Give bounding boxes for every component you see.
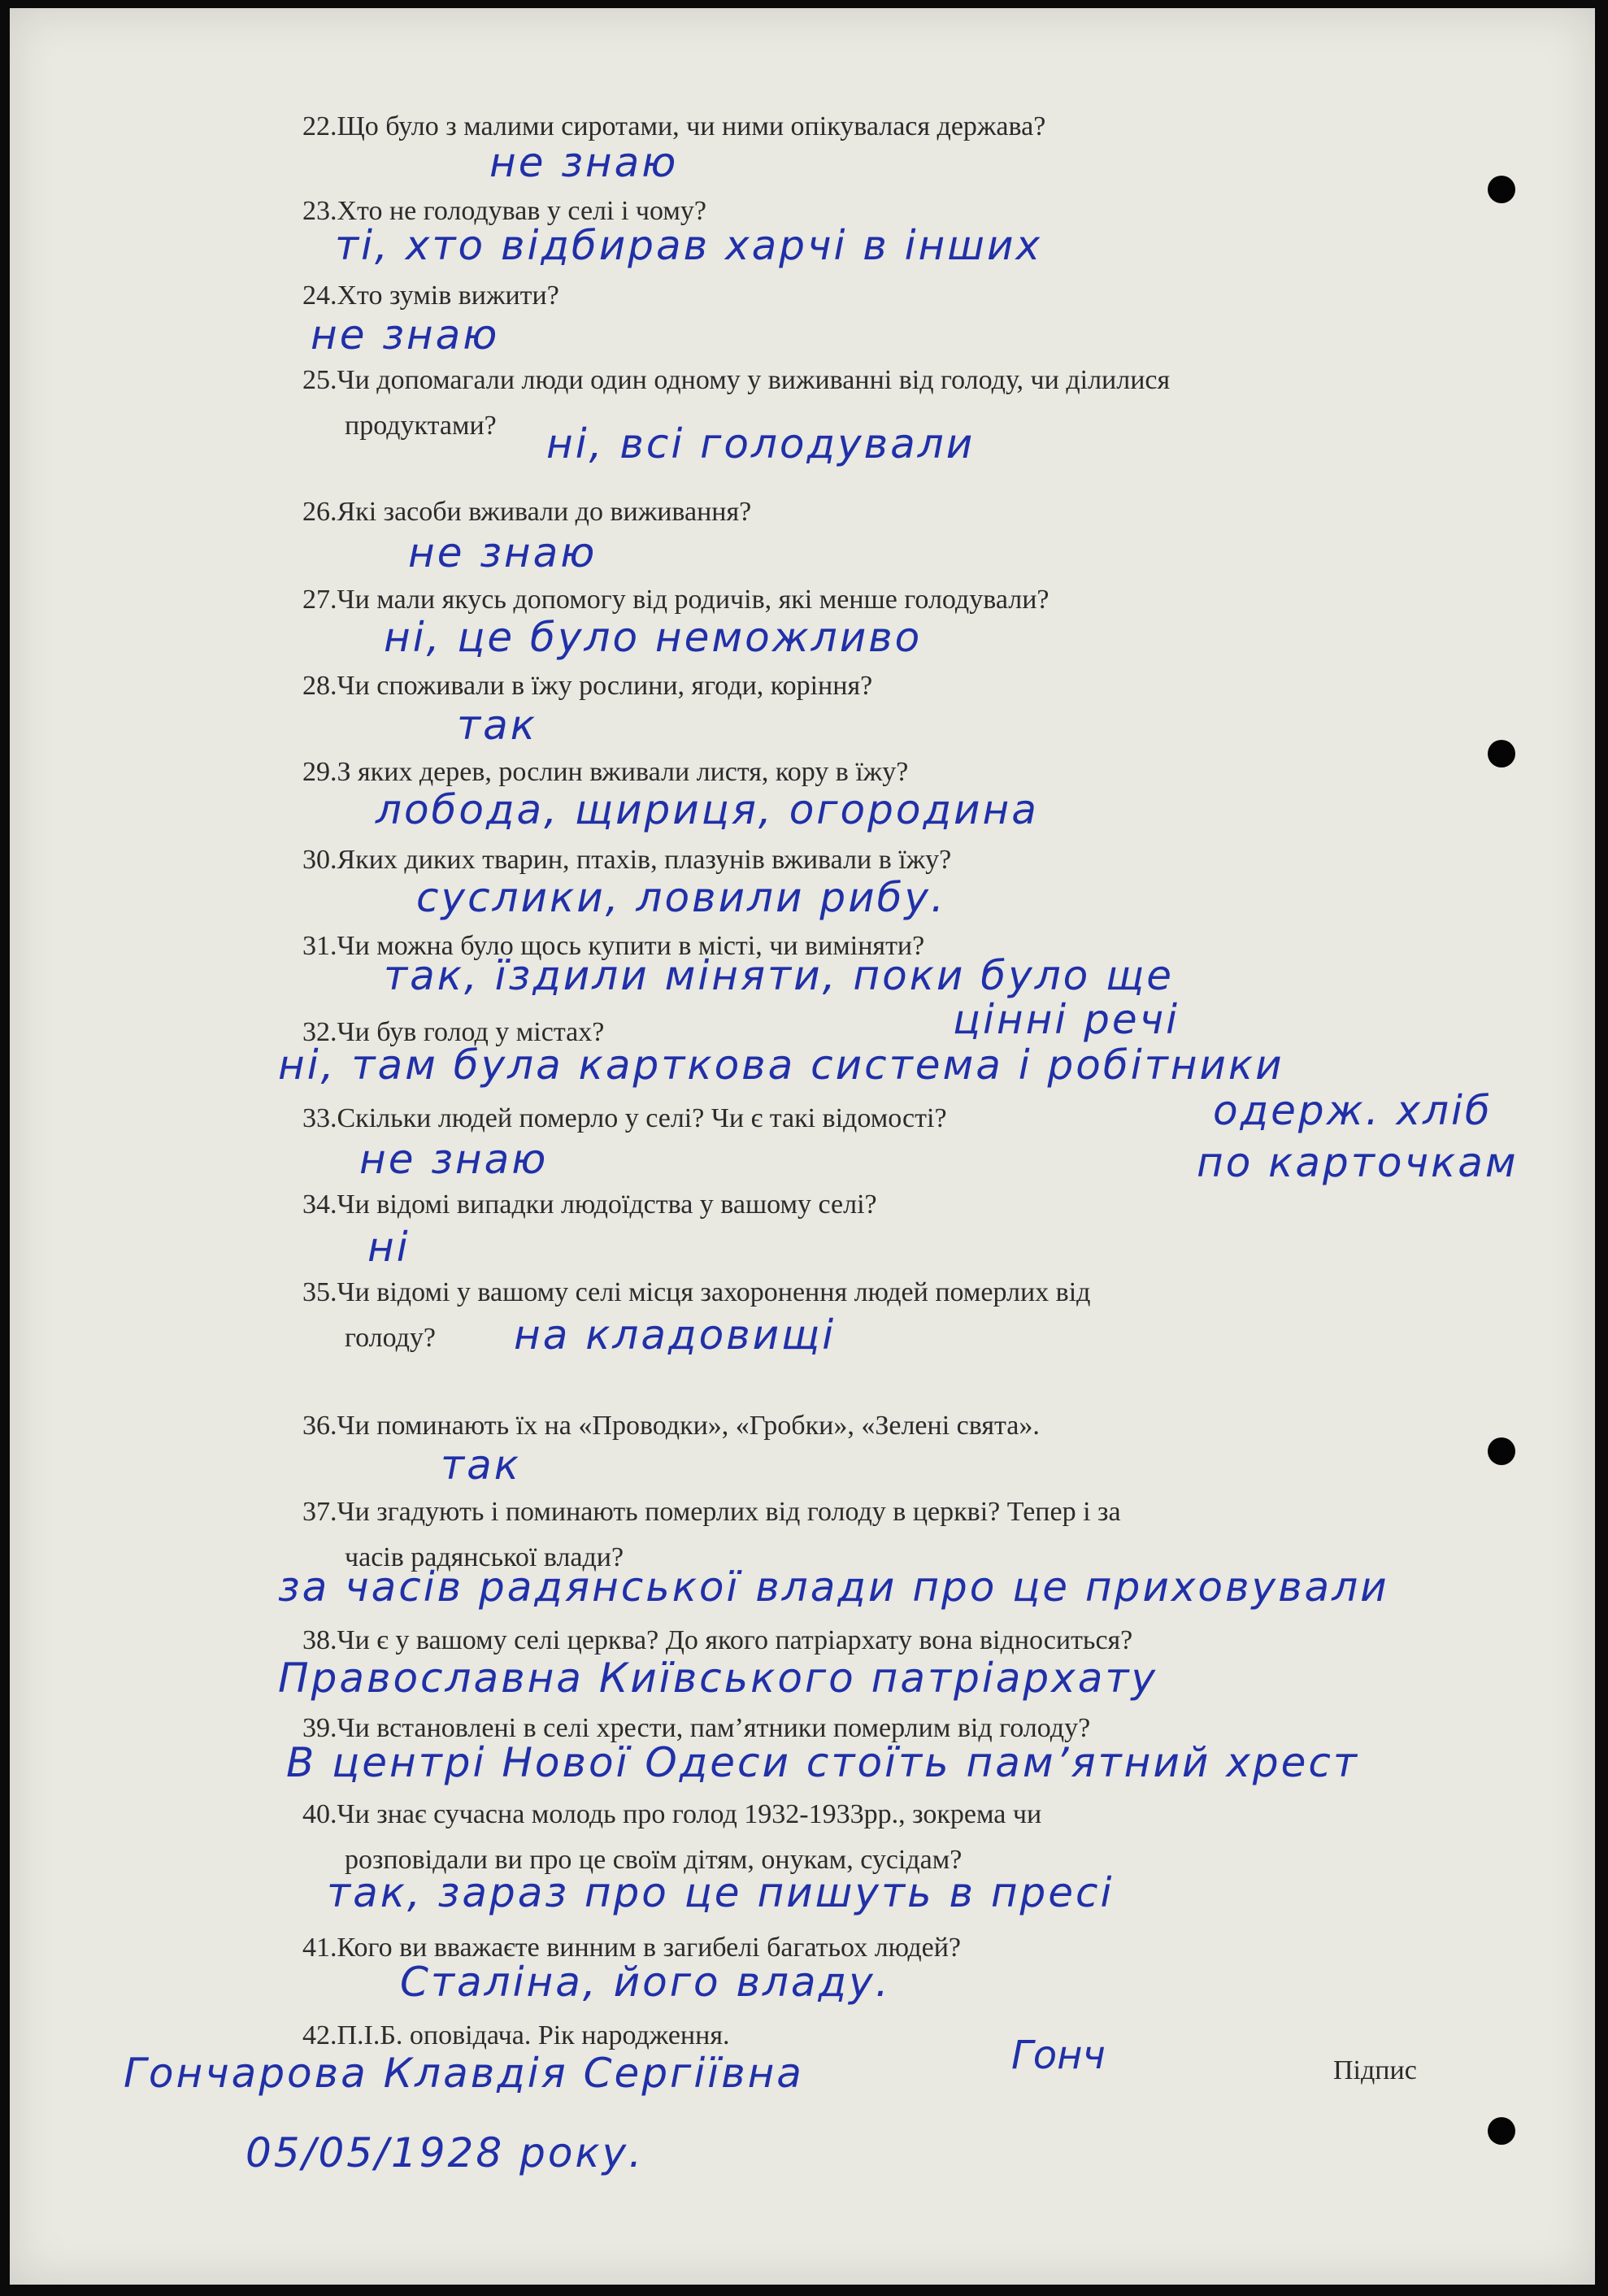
question-26: 26.Які засоби вживали до виживання? — [302, 497, 752, 527]
question-39: 39.Чи встановлені в селі хрести, пам’ятники померлим від голоду? — [302, 1713, 1091, 1743]
answer-36: так — [441, 1442, 521, 1489]
answer-25: ні, всі голодували — [546, 420, 976, 467]
narrator-name: Гончарова Клавдія Сергіївна — [124, 2050, 804, 2097]
question-41: 41.Кого ви вважаєте винним в загибелі багатьох людей? — [302, 1933, 962, 1963]
question-38: 38.Чи є у вашому селі церква? До якого патріархату вона відноситься? — [302, 1625, 1133, 1655]
answer-28: так — [457, 702, 537, 749]
question-33: 33.Скільки людей померло у селі? Чи є такі відомості? — [302, 1103, 947, 1133]
question-37-line2: часів радянської влади? — [345, 1542, 624, 1572]
question-35-line1: 35.Чи відомі у вашому селі місця захоронення людей померлих від — [302, 1277, 1091, 1307]
question-24: 24.Хто зумів вижити? — [302, 280, 559, 311]
question-29: 29.З яких дерев, рослин вживали листя, кору в їжу? — [302, 757, 909, 787]
question-23: 23.Хто не голодував у селі і чому? — [302, 196, 706, 226]
handwritten-signature: Гонч — [1011, 2033, 1106, 2078]
answer-35: на кладовищі — [514, 1311, 837, 1359]
answer-32-cont2: по карточкам — [1197, 1139, 1519, 1186]
questionnaire-page — [10, 8, 1595, 2285]
answer-39: В центрі Нової Одеси стоїть пам’ятний хрест — [286, 1739, 1359, 1786]
answer-37: за часів радянської влади про це приховували — [278, 1563, 1389, 1611]
answer-30: суслики, ловили рибу. — [416, 874, 946, 921]
question-25-line2: продуктами? — [345, 411, 497, 441]
question-40-line1: 40.Чи знає сучасна молодь про голод 1932-1933рр., зокрема чи — [302, 1799, 1042, 1829]
question-31: 31.Чи можна було щось купити в місті, чи виміняти? — [302, 931, 925, 961]
answer-38: Православна Київського патріархату — [278, 1655, 1158, 1702]
question-36: 36.Чи поминають їх на «Проводки», «Гробки», «Зелені свята». — [302, 1411, 1040, 1441]
question-37-line1: 37.Чи згадують і поминають померлих від голоду в церкві? Тепер і за — [302, 1497, 1121, 1527]
answer-32: ні, там була карткова система і робітники — [278, 1041, 1284, 1089]
signature-label: Підпис — [1333, 2055, 1417, 2085]
question-27: 27.Чи мали якусь допомогу від родичів, які менше голодували? — [302, 585, 1050, 615]
narrator-birth-date: 05/05/1928 року. — [246, 2129, 645, 2176]
punch-hole — [1488, 2117, 1515, 2145]
answer-29: лобода, щириця, огородина — [376, 786, 1039, 833]
question-32: 32.Чи був голод у містах? — [302, 1017, 605, 1047]
answer-33: не знаю — [359, 1136, 549, 1183]
question-40-line2: розповідали ви про це своїм дітям, онукам, сусідам? — [345, 1845, 963, 1875]
question-35 — [302, 1270, 1522, 1361]
question-34: 34.Чи відомі випадки людоїдства у вашому селі? — [302, 1189, 877, 1220]
answer-34: ні — [367, 1224, 411, 1271]
answer-26: не знаю — [408, 529, 598, 576]
answer-41: Сталіна, його владу. — [400, 1959, 891, 2006]
question-42: 42.П.І.Б. оповідача. Рік народження. — [302, 2020, 730, 2050]
answer-32-cont: одерж. хліб — [1213, 1087, 1493, 1134]
answer-40: так, зараз про це пишуть в пресі — [327, 1869, 1115, 1916]
answer-22: не знаю — [489, 139, 679, 186]
answer-31: так, їздили міняти, поки було ще — [384, 952, 1175, 999]
question-30: 30.Яких диких тварин, птахів, плазунів вживали в їжу? — [302, 845, 952, 875]
answer-27: ні, це було неможливо — [384, 614, 923, 661]
question-25-line1: 25.Чи допомагали люди один одному у виживанні від голоду, чи ділилися — [302, 365, 1171, 395]
answer-31-cont: цінні речі — [953, 996, 1180, 1043]
question-35-line2: голоду? — [345, 1323, 437, 1353]
answer-23: ті, хто відбирав харчі в інших — [335, 222, 1043, 269]
answer-24: не знаю — [311, 311, 500, 359]
question-22: 22.Що було з малими сиротами, чи ними опікувалася держава? — [302, 111, 1046, 141]
question-28: 28.Чи споживали в їжу рослини, ягоди, коріння? — [302, 671, 873, 701]
